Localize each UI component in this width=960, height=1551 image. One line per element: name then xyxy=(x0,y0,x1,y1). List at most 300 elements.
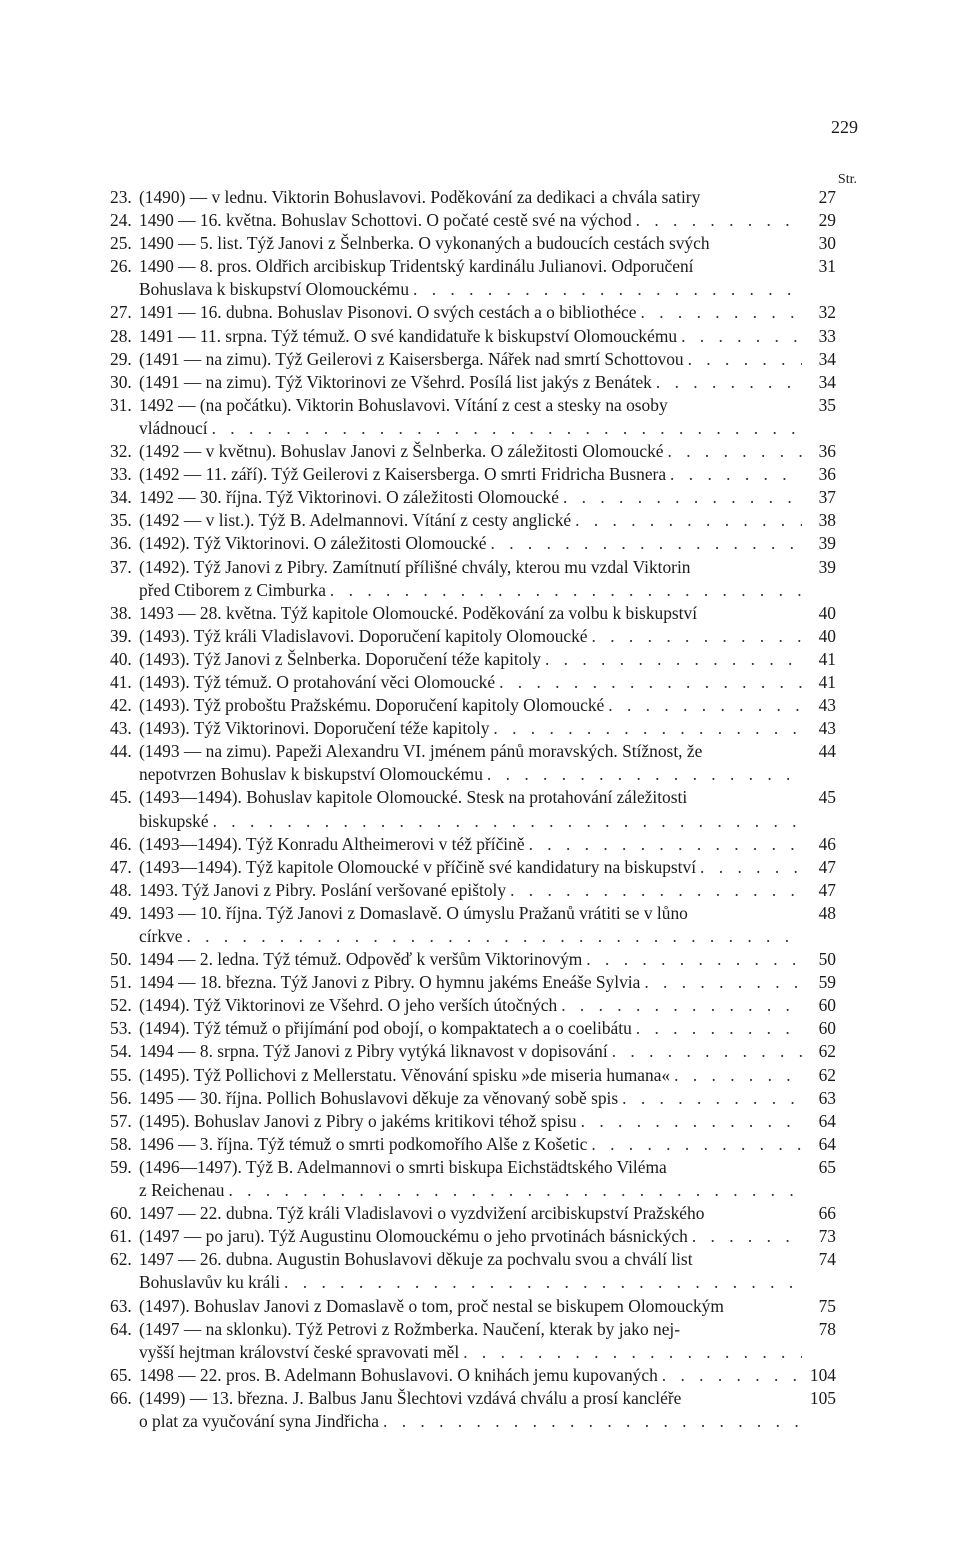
dot-leader xyxy=(658,1364,802,1387)
entry-number: 28. xyxy=(110,325,132,346)
dot-leader xyxy=(379,1410,802,1433)
entry-number: 62. xyxy=(110,1249,132,1270)
dot-leader xyxy=(582,948,802,971)
entry-number: 43. xyxy=(110,718,132,739)
entry-number: 51. xyxy=(110,972,132,993)
entry-number: 48. xyxy=(110,879,132,900)
entry-line xyxy=(139,902,802,925)
entry-page: 44 xyxy=(818,741,836,762)
dot-leader xyxy=(577,1110,802,1133)
entry-number: 26. xyxy=(110,256,132,277)
entry-body xyxy=(139,1064,802,1087)
entry-text: (1495). Bohuslav Janovi z Pibry o jakéms kritikovi téhož spisu xyxy=(139,1110,577,1131)
entry-line xyxy=(139,209,802,232)
entry-line xyxy=(139,971,802,994)
entry-text: (1494). Týž témuž o přijímání pod obojí, o kompaktatech a o coelibátu xyxy=(139,1018,632,1039)
entry-body xyxy=(139,1364,802,1387)
dot-leader xyxy=(541,648,802,671)
entry-text: (1490) — v lednu. Viktorin Bohuslavovi. Poděkování za dedikaci a chvála satiry xyxy=(139,187,701,207)
entry-body xyxy=(139,556,802,602)
toc-entry xyxy=(110,879,836,902)
entry-text: (1492 — v list.). Týž B. Adelmannovi. Vítání z cesty anglické xyxy=(139,510,572,531)
entry-line xyxy=(139,948,802,971)
page-column-header: Str. xyxy=(837,172,857,187)
toc-entry xyxy=(110,671,836,694)
dot-leader xyxy=(608,1040,802,1063)
toc-entry xyxy=(110,325,836,348)
dot-leader xyxy=(684,348,802,371)
toc-entry xyxy=(110,625,836,648)
entry-page: 30 xyxy=(818,233,836,254)
entry-page: 29 xyxy=(818,210,836,231)
entry-number: 65. xyxy=(110,1364,132,1385)
toc-entry xyxy=(110,1110,836,1133)
entry-number: 45. xyxy=(110,787,132,808)
entry-page: 27 xyxy=(818,187,836,207)
entry-text: (1493 — na zimu). Papeži Alexandru VI. jménem pánů moravských. Stížnost, že xyxy=(139,741,703,762)
entry-line xyxy=(139,509,802,532)
entry-number: 40. xyxy=(110,648,132,669)
entry-page: 36 xyxy=(818,441,836,462)
entry-line xyxy=(139,1225,802,1248)
toc-entry xyxy=(110,232,836,255)
entry-body xyxy=(139,1202,802,1225)
toc-entry xyxy=(110,1225,836,1248)
entry-number: 59. xyxy=(110,1156,132,1177)
entry-page: 63 xyxy=(818,1087,836,1108)
entry-text: 1494 — 18. března. Týž Janovi z Pibry. O hymnu jakéms Eneáše Sylvia xyxy=(139,972,641,993)
entry-text: 1494 — 2. ledna. Týž témuž. Odpověď k veršům Viktorinovým xyxy=(139,949,583,970)
entry-text: 1491 — 11. srpna. Týž témuž. O své kandidatuře k biskupství Olomouckému xyxy=(139,325,678,346)
entry-text: 1490 — 8. pros. Oldřich arcibiskup Tridentský kardinálu Julianovi. Odporučení xyxy=(139,256,694,277)
dot-leader xyxy=(409,278,802,301)
toc-entry xyxy=(110,740,836,786)
entry-line xyxy=(139,1156,802,1179)
toc-entry xyxy=(110,602,836,625)
entry-text: (1492 — v květnu). Bohuslav Janovi z Šelnberka. O záležitosti Olomoucké xyxy=(139,441,664,462)
entry-text: 1498 — 22. pros. B. Adelmann Bohuslavovi. O knihách jemu kupovaných xyxy=(139,1364,658,1385)
dot-leader xyxy=(588,625,802,648)
entry-page: 104 xyxy=(809,1364,836,1385)
entry-number: 30. xyxy=(110,371,132,392)
toc-entry xyxy=(110,394,836,440)
entry-body xyxy=(139,786,802,832)
entry-number: 66. xyxy=(110,1387,132,1408)
entry-line xyxy=(139,740,802,763)
entry-line xyxy=(139,1064,802,1087)
entry-text: (1493). Týž témuž. O protahování věci Olomoucké xyxy=(139,671,496,692)
entry-page: 65 xyxy=(818,1156,836,1177)
entry-body xyxy=(139,186,802,209)
entry-text: vyšší hejtman království české spravovati měl xyxy=(139,1341,460,1362)
entry-body xyxy=(139,255,802,301)
entry-number: 32. xyxy=(110,441,132,462)
entry-body xyxy=(139,694,802,717)
entry-text: 1490 — 16. května. Bohuslav Schottovi. O počaté cestě své na východ xyxy=(139,210,632,231)
entry-body xyxy=(139,879,802,902)
entry-text: nepotvrzen Bohuslav k biskupství Olomouckému xyxy=(139,764,483,785)
entry-number: 39. xyxy=(110,625,132,646)
entry-line xyxy=(139,648,802,671)
toc-entry xyxy=(110,1318,836,1364)
entry-body xyxy=(139,232,802,255)
entry-line xyxy=(139,486,802,509)
entry-line xyxy=(139,833,802,856)
toc-entry xyxy=(110,648,836,671)
entry-body xyxy=(139,1248,802,1294)
entry-body xyxy=(139,1133,802,1156)
entry-number: 38. xyxy=(110,602,132,623)
dot-leader xyxy=(640,971,802,994)
entry-line xyxy=(139,625,802,648)
entry-text: před Ctiborem z Cimburka xyxy=(139,579,326,600)
entry-body xyxy=(139,1087,802,1110)
entry-line xyxy=(139,278,802,301)
entry-line xyxy=(139,879,802,902)
dot-leader xyxy=(632,1017,802,1040)
entry-page: 41 xyxy=(818,671,836,692)
dot-leader xyxy=(664,440,802,463)
dot-leader xyxy=(483,763,802,786)
entry-text: (1493). Týž Janovi z Šelnberka. Doporučení téže kapitoly xyxy=(139,648,541,669)
entry-page: 37 xyxy=(818,487,836,508)
entry-number: 63. xyxy=(110,1295,132,1316)
entry-number: 54. xyxy=(110,1041,132,1062)
toc-entry xyxy=(110,856,836,879)
dot-leader xyxy=(618,1087,802,1110)
entry-page: 35 xyxy=(818,394,836,415)
entry-page: 47 xyxy=(818,879,836,900)
entry-page: 64 xyxy=(818,1110,836,1131)
entry-number: 41. xyxy=(110,671,132,692)
entry-text: (1496—1497). Týž B. Adelmannovi o smrti biskupa Eichstädtského Viléma xyxy=(139,1156,667,1177)
entry-text: (1491 — na zimu). Týž Viktorinovi ze Všehrd. Posílá list jakýs z Benátek xyxy=(139,371,652,392)
entry-page: 32 xyxy=(818,302,836,323)
entry-text: (1492). Týž Viktorinovi. O záležitosti Olomoucké xyxy=(139,533,487,554)
toc-entry xyxy=(110,1087,836,1110)
entry-page: 78 xyxy=(818,1318,836,1339)
entry-page: 62 xyxy=(818,1064,836,1085)
entry-text: (1497). Bohuslav Janovi z Domaslavě o tom, proč nestal se biskupem Olomouckým xyxy=(139,1295,724,1316)
entry-number: 46. xyxy=(110,833,132,854)
entry-number: 64. xyxy=(110,1318,132,1339)
entry-page: 34 xyxy=(818,371,836,392)
entry-line xyxy=(139,556,802,579)
entry-page: 47 xyxy=(818,856,836,877)
entry-line xyxy=(139,440,802,463)
entry-line xyxy=(139,1341,802,1364)
entry-page: 75 xyxy=(818,1295,836,1316)
entry-page: 43 xyxy=(818,695,836,716)
entry-text: 1493 — 28. května. Týž kapitole Olomoucké. Poděkování za volbu k biskupství xyxy=(139,602,698,623)
entry-line xyxy=(139,1364,802,1387)
entry-line xyxy=(139,1017,802,1040)
dot-leader xyxy=(587,1133,802,1156)
entry-text: 1491 — 16. dubna. Bohuslav Pisonovi. O svých cestách a o bibliothéce xyxy=(139,302,637,323)
dot-leader xyxy=(571,509,802,532)
entry-body xyxy=(139,856,802,879)
dot-leader xyxy=(670,1064,802,1087)
entry-page: 60 xyxy=(818,1018,836,1039)
entry-page: 41 xyxy=(818,648,836,669)
entry-number: 29. xyxy=(110,348,132,369)
entry-line xyxy=(139,1040,802,1063)
entry-body xyxy=(139,509,802,532)
entry-line xyxy=(139,602,802,625)
entry-line xyxy=(139,1202,802,1225)
entry-body xyxy=(139,1318,802,1364)
entry-line xyxy=(139,994,802,1017)
entry-page: 39 xyxy=(818,556,836,577)
toc-entry xyxy=(110,486,836,509)
toc-entry xyxy=(110,1040,836,1063)
toc-entry xyxy=(110,255,836,301)
dot-leader xyxy=(495,671,802,694)
entry-page: 48 xyxy=(818,902,836,923)
toc-entry xyxy=(110,348,836,371)
entry-line xyxy=(139,394,802,417)
entry-page: 39 xyxy=(818,533,836,554)
toc-entry xyxy=(110,994,836,1017)
dot-leader xyxy=(677,325,802,348)
entry-body xyxy=(139,994,802,1017)
table-of-contents xyxy=(110,186,836,1433)
dot-leader xyxy=(525,833,802,856)
entry-text: 1492 — (na počátku). Viktorin Bohuslavovi. Vítání z cest a stesky na osoby xyxy=(139,394,668,415)
entry-page: 36 xyxy=(818,464,836,485)
entry-page: 40 xyxy=(818,625,836,646)
toc-entry xyxy=(110,186,836,209)
entry-number: 61. xyxy=(110,1226,132,1247)
entry-line xyxy=(139,579,802,602)
dot-leader xyxy=(652,371,802,394)
toc-entry xyxy=(110,371,836,394)
toc-entry xyxy=(110,209,836,232)
dot-leader xyxy=(326,579,802,602)
entry-body xyxy=(139,1040,802,1063)
entry-body xyxy=(139,486,802,509)
entry-page: 43 xyxy=(818,718,836,739)
entry-number: 52. xyxy=(110,995,132,1016)
entry-page: 60 xyxy=(818,995,836,1016)
entry-number: 55. xyxy=(110,1064,132,1085)
entry-page: 62 xyxy=(818,1041,836,1062)
entry-number: 33. xyxy=(110,464,132,485)
entry-body xyxy=(139,740,802,786)
toc-entry xyxy=(110,1364,836,1387)
entry-number: 23. xyxy=(110,187,132,207)
entry-number: 47. xyxy=(110,856,132,877)
dot-leader xyxy=(637,301,803,324)
entry-page: 46 xyxy=(818,833,836,854)
entry-line xyxy=(139,417,802,440)
entry-page: 38 xyxy=(818,510,836,531)
entry-number: 53. xyxy=(110,1018,132,1039)
entry-body xyxy=(139,1225,802,1248)
entry-line xyxy=(139,186,802,209)
entry-line xyxy=(139,1387,802,1410)
entry-line xyxy=(139,717,802,740)
entry-line xyxy=(139,925,802,948)
entry-line xyxy=(139,856,802,879)
entry-line xyxy=(139,301,802,324)
entry-page: 31 xyxy=(818,256,836,277)
entry-body xyxy=(139,1156,802,1202)
entry-line xyxy=(139,1087,802,1110)
dot-leader xyxy=(604,694,802,717)
entry-line xyxy=(139,1271,802,1294)
entry-line xyxy=(139,371,802,394)
entry-text: 1495 — 30. října. Pollich Bohuslavovi děkuje za věnovaný sobě spis xyxy=(139,1087,619,1108)
entry-number: 49. xyxy=(110,902,132,923)
entry-body xyxy=(139,625,802,648)
dot-leader xyxy=(557,994,802,1017)
dot-leader xyxy=(182,925,802,948)
entry-text: Bohuslava k biskupství Olomouckému xyxy=(139,279,410,300)
toc-entry xyxy=(110,786,836,832)
dot-leader xyxy=(459,1341,802,1364)
entry-page: 40 xyxy=(818,602,836,623)
dot-leader xyxy=(632,209,802,232)
entry-text: (1497 — na sklonku). Týž Petrovi z Rožmberka. Naučení, kterak by jako nej- xyxy=(139,1318,681,1339)
entry-page: 105 xyxy=(809,1387,836,1408)
toc-entry xyxy=(110,509,836,532)
entry-line xyxy=(139,348,802,371)
entry-body xyxy=(139,648,802,671)
dot-leader xyxy=(688,1225,802,1248)
entry-line xyxy=(139,232,802,255)
entry-line xyxy=(139,694,802,717)
entry-body xyxy=(139,348,802,371)
entry-line xyxy=(139,532,802,555)
entry-text: 1493 — 10. října. Týž Janovi z Domaslavě. O úmyslu Pražanů vrátiti se v lůno xyxy=(139,902,688,923)
entry-body xyxy=(139,1387,802,1433)
entry-number: 31. xyxy=(110,394,132,415)
entry-line xyxy=(139,1110,802,1133)
entry-text: 1490 — 5. list. Týž Janovi z Šelnberka. O vykonaných a budoucích cestách svých xyxy=(139,233,710,254)
toc-entry xyxy=(110,1133,836,1156)
entry-body xyxy=(139,463,802,486)
entry-text: (1492). Týž Janovi z Pibry. Zamítnutí přílišné chvály, kterou mu vzdal Viktorin xyxy=(139,556,691,577)
entry-number: 56. xyxy=(110,1087,132,1108)
entry-line xyxy=(139,1133,802,1156)
entry-page: 64 xyxy=(818,1133,836,1154)
toc-entry xyxy=(110,717,836,740)
page-number: 229 xyxy=(831,117,858,137)
dot-leader xyxy=(224,1179,802,1202)
entry-body xyxy=(139,833,802,856)
dot-leader xyxy=(559,486,802,509)
entry-text: z Reichenau xyxy=(139,1180,225,1201)
entry-body xyxy=(139,532,802,555)
entry-text: (1499) — 13. března. J. Balbus Janu Šlechtovi vzdává chválu a prosí kancléře xyxy=(139,1387,682,1408)
toc-entry xyxy=(110,833,836,856)
entry-text: (1492 — 11. září). Týž Geilerovi z Kaisersberga. O smrti Fridricha Busnera xyxy=(139,464,667,485)
entry-number: 37. xyxy=(110,556,132,577)
entry-body xyxy=(139,301,802,324)
entry-line xyxy=(139,1295,802,1318)
entry-number: 25. xyxy=(110,233,132,254)
entry-body xyxy=(139,394,802,440)
entry-number: 50. xyxy=(110,949,132,970)
entry-number: 27. xyxy=(110,302,132,323)
entry-text: 1493. Týž Janovi z Pibry. Poslání veršované epištoly xyxy=(139,879,507,900)
toc-entry xyxy=(110,971,836,994)
entry-number: 57. xyxy=(110,1110,132,1131)
dot-leader xyxy=(489,717,802,740)
entry-line xyxy=(139,1248,802,1271)
toc-entry xyxy=(110,1295,836,1318)
toc-entry xyxy=(110,1017,836,1040)
entry-number: 58. xyxy=(110,1133,132,1154)
toc-entry xyxy=(110,1156,836,1202)
entry-body xyxy=(139,209,802,232)
entry-number: 35. xyxy=(110,510,132,531)
toc-entry xyxy=(110,1064,836,1087)
dot-leader xyxy=(280,1271,802,1294)
toc-entry xyxy=(110,1248,836,1294)
entry-line xyxy=(139,255,802,278)
entry-line xyxy=(139,786,802,809)
entry-text: (1493—1494). Týž Konradu Altheimerovi v též příčině xyxy=(139,833,525,854)
entry-body xyxy=(139,1110,802,1133)
entry-line xyxy=(139,325,802,348)
toc-entry xyxy=(110,1202,836,1225)
entry-text: biskupské xyxy=(139,810,209,831)
entry-body xyxy=(139,325,802,348)
entry-page: 33 xyxy=(818,325,836,346)
toc-entry xyxy=(110,301,836,324)
entry-line xyxy=(139,1410,802,1433)
entry-body xyxy=(139,948,802,971)
entry-text: 1496 — 3. října. Týž témuž o smrti podkomořího Alše z Košetic xyxy=(139,1133,588,1154)
dot-leader xyxy=(666,463,802,486)
entry-text: (1493). Týž Viktorinovi. Doporučení téže kapitoly xyxy=(139,718,490,739)
entry-text: církve xyxy=(139,926,183,946)
entry-body xyxy=(139,671,802,694)
entry-page: 34 xyxy=(818,348,836,369)
entry-number: 34. xyxy=(110,487,132,508)
entry-text: (1493—1494). Bohuslav kapitole Olomoucké. Stesk na protahování záležitosti xyxy=(139,787,688,808)
toc-entry xyxy=(110,902,836,948)
entry-text: vládnoucí xyxy=(139,417,208,438)
entry-number: 24. xyxy=(110,210,132,231)
dot-leader xyxy=(506,879,802,902)
entry-body xyxy=(139,1017,802,1040)
dot-leader xyxy=(696,856,802,879)
toc-entry xyxy=(110,440,836,463)
entry-text: (1491 — na zimu). Týž Geilerovi z Kaisersberga. Nářek nad smrtí Schottovou xyxy=(139,348,684,369)
entry-text: (1493). Týž králi Vladislavovi. Doporučení kapitoly Olomoucké xyxy=(139,625,588,646)
dot-leader xyxy=(209,810,802,833)
entry-text: 1497 — 26. dubna. Augustin Bohuslavovi děkuje za pochvalu svou a chválí list xyxy=(139,1249,693,1270)
entry-page: 59 xyxy=(818,972,836,993)
entry-text: (1493—1494). Týž kapitole Olomoucké v příčině své kandidatury na biskupství xyxy=(139,856,697,877)
entry-line xyxy=(139,1179,802,1202)
entry-number: 60. xyxy=(110,1203,132,1224)
entry-page: 66 xyxy=(818,1203,836,1224)
entry-page: 45 xyxy=(818,787,836,808)
entry-body xyxy=(139,602,802,625)
entry-text: (1493). Týž proboštu Pražskému. Doporučení kapitoly Olomoucké xyxy=(139,695,605,716)
entry-text: (1495). Týž Pollichovi z Mellerstatu. Věnování spisku »de miseria humana« xyxy=(139,1064,671,1085)
toc-entry xyxy=(110,532,836,555)
entry-text: 1494 — 8. srpna. Týž Janovi z Pibry vytýká liknavost v dopisování xyxy=(139,1041,608,1062)
entry-text: 1492 — 30. října. Týž Viktorinovi. O záležitosti Olomoucké xyxy=(139,487,559,508)
entry-text: Bohuslavův ku králi xyxy=(139,1272,281,1293)
entry-body xyxy=(139,1295,802,1318)
entry-line xyxy=(139,1318,802,1341)
